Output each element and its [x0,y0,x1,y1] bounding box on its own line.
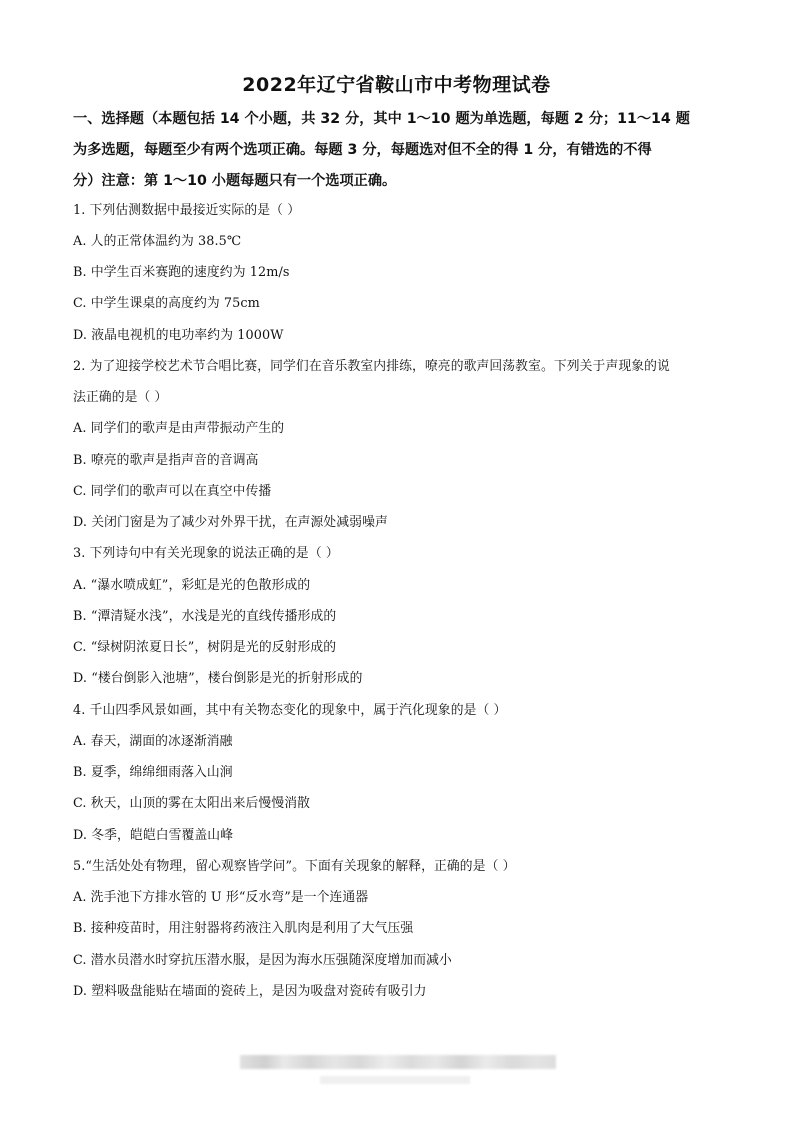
question-5-option-c: C. 潜水员潜水时穿抗压潜水服，是因为海水压强随深度增加而减小 [73,953,452,968]
question-5-option-d: D. 塑料吸盘能贴在墙面的瓷砖上，是因为吸盘对瓷砖有吸引力 [73,984,427,999]
question-2-option-d: D. 关闭门窗是为了减少对外界干扰，在声源处减弱噪声 [73,515,388,530]
section-instructions [73,104,723,197]
question-3-stem: 3. 下列诗句中有关光现象的说法正确的是（ ） [73,546,339,561]
section-line: 一、选择题（本题包括 14 个小题，共 32 分，其中 1～10 题为单选题，每题 2 分；11～14 题 [73,111,690,127]
question-2-stem: 2. 为了迎接学校艺术节合唱比赛，同学们在音乐教室内排练，嘹亮的歌声回荡教室。下列关于声现象的说 [73,359,670,374]
question-5-option-b: B. 接种疫苗时，用注射器将药液注入肌肉是利用了大气压强 [73,921,414,936]
question-1-option-d: D. 液晶电视机的电功率约为 1000W [73,328,284,343]
section-line: 为多选题，每题至少有两个选项正确。每题 3 分，每题选对但不全的得 1 分，有错选的不得 [73,142,652,158]
footer-watermark [240,1055,556,1069]
footer-watermark-sub [320,1076,470,1084]
question-2-stem-cont: 法正确的是（ ） [73,390,168,405]
question-2-option-c: C. 同学们的歌声可以在真空中传播 [73,484,272,499]
question-3-option-d: D. “楼台倒影入池塘”，楼台倒影是光的折射形成的 [73,671,363,686]
question-4-option-c: C. 秋天，山顶的雾在太阳出来后慢慢消散 [73,796,311,811]
question-4-option-d: D. 冬季，皑皑白雪覆盖山峰 [73,828,234,843]
question-3-option-b: B. “潭清疑水浅”，水浅是光的直线传播形成的 [73,609,337,624]
question-5-option-a: A. 洗手池下方排水管的 U 形“反水弯”是一个连通器 [73,890,369,905]
question-1-option-a: A. 人的正常体温约为 38.5℃ [73,234,242,249]
question-4-stem: 4. 千山四季风景如画，其中有关物态变化的现象中，属于汽化现象的是（ ） [73,703,507,718]
question-1-option-b: B. 中学生百米赛跑的速度约为 12m/s [73,265,290,280]
question-2-option-a: A. 同学们的歌声是由声带振动产生的 [73,421,285,436]
question-5-stem: 5.“生活处处有物理，留心观察皆学问”。下面有关现象的解释，正确的是（ ） [73,859,516,874]
question-1-option-c: C. 中学生课桌的高度约为 75cm [73,296,260,311]
question-3-option-c: C. “绿树阴浓夏日长”，树阴是光的反射形成的 [73,640,337,655]
question-1-stem: 1. 下列估测数据中最接近实际的是（ ） [73,203,301,218]
question-4-option-a: A. 春天，湖面的冰逐渐消融 [73,734,233,749]
question-2-option-b: B. 嘹亮的歌声是指声音的音调高 [73,453,259,468]
page-title: 2022年辽宁省鞍山市中考物理试卷 [242,74,551,96]
section-line: 分）注意：第 1～10 小题每题只有一个选项正确。 [73,173,397,189]
question-4-option-b: B. 夏季，绵绵细雨落入山涧 [73,765,233,780]
question-3-option-a: A. “瀑水喷成虹”，彩虹是光的色散形成的 [73,578,311,593]
